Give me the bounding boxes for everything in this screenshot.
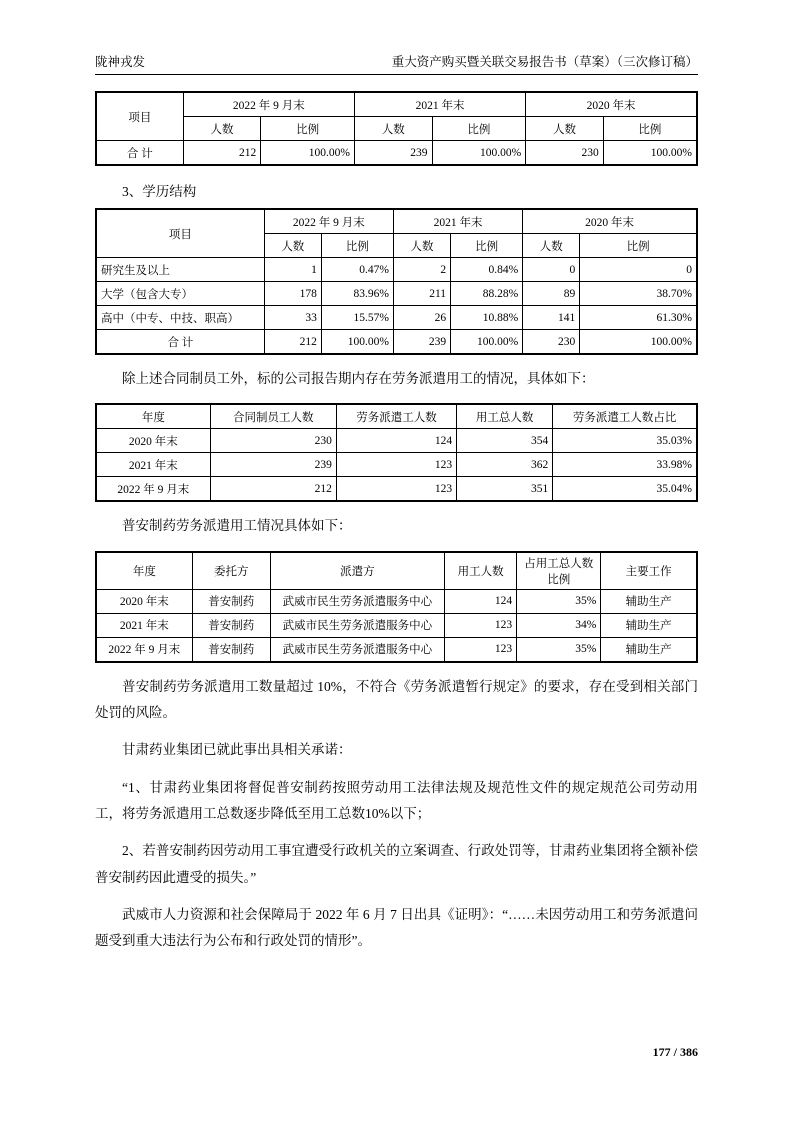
cell-value: 239 — [210, 453, 336, 477]
paragraph-puan-intro: 普安制药劳务派遣用工情况具体如下： — [122, 518, 352, 534]
cell-value: 100.00% — [432, 141, 526, 166]
cell-value: 89 — [523, 282, 580, 306]
th-dispatch-ratio: 劳务派遣工人数占比 — [553, 404, 697, 429]
table-row — [96, 589, 697, 613]
cell-value: 88.28% — [451, 282, 523, 306]
cell-value: 2021 年末 — [96, 613, 192, 637]
th-main-work: 主要工作 — [601, 552, 697, 590]
row-label: 合 计 — [96, 141, 183, 166]
th-period-2021: 2021 年末 — [393, 209, 522, 234]
cell-value: 普安制药 — [192, 589, 270, 613]
cell-value: 武威市民生劳务派遣服务中心 — [270, 589, 444, 613]
cell-value: 0.84% — [451, 258, 523, 282]
row-label: 研究生及以上 — [96, 258, 264, 282]
row-label: 高中（中专、中技、职高） — [96, 306, 264, 330]
cell-value: 武威市民生劳务派遣服务中心 — [270, 637, 444, 662]
table-dispatch-summary-wrapper — [95, 403, 698, 502]
cell-value: 230 — [523, 330, 580, 355]
cell-value: 100.00% — [451, 330, 523, 355]
cell-value: 100.00% — [603, 141, 697, 166]
cell-value: 38.70% — [580, 282, 697, 306]
table-row — [96, 209, 697, 234]
table-row — [96, 453, 697, 477]
cell-value: 1 — [264, 258, 321, 282]
table-row — [96, 404, 697, 429]
cell-value: 124 — [445, 589, 517, 613]
cell-value: 354 — [457, 429, 553, 453]
table-dispatch-summary — [95, 403, 698, 502]
cell-value: 239 — [393, 330, 450, 355]
table-row — [96, 92, 697, 117]
cell-value: 33.98% — [553, 453, 697, 477]
table-row — [96, 637, 697, 662]
th-ratio: 比例 — [432, 117, 526, 141]
th-count: 人数 — [526, 117, 604, 141]
table-row — [96, 330, 697, 355]
cell-value: 0.47% — [321, 258, 393, 282]
th-period-2022: 2022 年 9 月末 — [264, 209, 393, 234]
cell-value: 26 — [393, 306, 450, 330]
cell-value: 230 — [526, 141, 604, 166]
header-document-title: 重大资产购买暨关联交易报告书（草案）（三次修订稿） — [391, 55, 698, 69]
th-total-workers: 用工总人数 — [457, 404, 553, 429]
page-header — [95, 52, 698, 75]
table-row — [96, 429, 697, 453]
cell-value: 123 — [336, 477, 456, 502]
table-row — [96, 117, 697, 141]
paragraph-commitment-2: 2、若普安制药因劳动用工事宜遭受行政机关的立案调查、行政处罚等，甘肃药业集团将全额补偿普安制药因此遭受的损失。” — [95, 843, 698, 885]
row-label: 大学（包含大专） — [96, 282, 264, 306]
cell-value: 普安制药 — [192, 613, 270, 637]
cell-value: 362 — [457, 453, 553, 477]
table-employee-summary — [95, 91, 698, 166]
cell-value: 15.57% — [321, 306, 393, 330]
th-period-2020: 2020 年末 — [526, 92, 697, 117]
th-ratio: 比例 — [451, 234, 523, 258]
cell-value: 100.00% — [580, 330, 697, 355]
table-puan-dispatch-wrapper — [95, 551, 698, 663]
cell-value: 141 — [523, 306, 580, 330]
th-period-2020: 2020 年末 — [523, 209, 697, 234]
th-count: 人数 — [393, 234, 450, 258]
cell-value: 61.30% — [580, 306, 697, 330]
cell-value: 33 — [264, 306, 321, 330]
cell-value: 123 — [445, 637, 517, 662]
cell-value: 212 — [264, 330, 321, 355]
cell-value: 10.88% — [451, 306, 523, 330]
table-row — [96, 552, 697, 590]
cell-value: 2020 年末 — [96, 589, 192, 613]
table-row — [96, 141, 697, 166]
paragraph-dispatch-intro: 除上述合同制员工外，标的公司报告期内存在劳务派遣用工的情况，具体如下： — [122, 371, 595, 386]
table-employee-summary-wrapper — [95, 91, 698, 166]
th-dispatcher: 派遣方 — [270, 552, 444, 590]
cell-value: 普安制药 — [192, 637, 270, 662]
cell-value: 2020 年末 — [96, 429, 210, 453]
cell-value: 83.96% — [321, 282, 393, 306]
table-row — [96, 258, 697, 282]
cell-value: 178 — [264, 282, 321, 306]
cell-value: 辅助生产 — [601, 613, 697, 637]
th-ratio: 比例 — [261, 117, 355, 141]
th-count: 人数 — [183, 117, 261, 141]
cell-value: 123 — [336, 453, 456, 477]
th-ratio: 占用工总人数比例 — [517, 552, 601, 590]
th-count: 人数 — [264, 234, 321, 258]
row-label: 合 计 — [96, 330, 264, 355]
section-heading-education: 3、学历结构 — [122, 184, 197, 199]
cell-value: 351 — [457, 477, 553, 502]
cell-value: 辅助生产 — [601, 589, 697, 613]
cell-value: 239 — [354, 141, 432, 166]
cell-value: 100.00% — [321, 330, 393, 355]
th-client: 委托方 — [192, 552, 270, 590]
table-education-structure — [95, 208, 698, 355]
cell-value: 辅助生产 — [601, 637, 697, 662]
cell-value: 0 — [580, 258, 697, 282]
th-worker-count: 用工人数 — [445, 552, 517, 590]
th-period-2022: 2022 年 9 月末 — [183, 92, 354, 117]
cell-value: 0 — [523, 258, 580, 282]
cell-value: 2022 年 9 月末 — [96, 637, 192, 662]
cell-value: 34% — [517, 613, 601, 637]
cell-value: 212 — [210, 477, 336, 502]
paragraph-commitment-intro: 甘肃药业集团已就此事出具相关承诺： — [122, 742, 352, 758]
paragraph-certificate: 武威市人力资源和社会保障局于 2022 年 6 月 7 日出具《证明》：“……未因劳动用工和劳务派遣问题受到重大违法行为公布和行政处罚的情形”。 — [95, 906, 698, 949]
header-company-name: 陇神戎发 — [95, 55, 146, 69]
th-dispatch-workers: 劳务派遣工人数 — [336, 404, 456, 429]
cell-value: 武威市民生劳务派遣服务中心 — [270, 613, 444, 637]
th-year: 年度 — [96, 404, 210, 429]
paragraph-risk: 普安制药劳务派遣用工数量超过 10%，不符合《劳务派遣暂行规定》的要求，存在受到相关部门处罚的风险。 — [95, 678, 698, 720]
table-puan-dispatch — [95, 551, 698, 663]
table-education-wrapper — [95, 208, 698, 355]
table-row — [96, 613, 697, 637]
cell-value: 35% — [517, 589, 601, 613]
th-ratio: 比例 — [580, 234, 697, 258]
th-item: 项目 — [96, 92, 183, 141]
cell-value: 35.04% — [553, 477, 697, 502]
cell-value: 123 — [445, 613, 517, 637]
th-period-2021: 2021 年末 — [354, 92, 525, 117]
cell-value: 35% — [517, 637, 601, 662]
cell-value: 2022 年 9 月末 — [96, 477, 210, 502]
table-row — [96, 477, 697, 502]
th-ratio: 比例 — [603, 117, 697, 141]
cell-value: 211 — [393, 282, 450, 306]
cell-value: 2 — [393, 258, 450, 282]
cell-value: 212 — [183, 141, 261, 166]
th-ratio: 比例 — [321, 234, 393, 258]
cell-value: 35.03% — [553, 429, 697, 453]
cell-value: 100.00% — [261, 141, 355, 166]
th-contract-employees: 合同制员工人数 — [210, 404, 336, 429]
th-year: 年度 — [96, 552, 192, 590]
cell-value: 124 — [336, 429, 456, 453]
th-count: 人数 — [354, 117, 432, 141]
th-item: 项目 — [96, 209, 264, 258]
cell-value: 230 — [210, 429, 336, 453]
page-number: 177 / 386 — [652, 1045, 698, 1059]
cell-value: 2021 年末 — [96, 453, 210, 477]
paragraph-commitment-1: “1、甘肃药业集团将督促普安制药按照劳动用工法律法规及规范性文件的规定规范公司劳动用工，将劳务派遣用工总数逐步降低至用工总数10%以下； — [95, 779, 698, 821]
table-row — [96, 282, 697, 306]
th-count: 人数 — [523, 234, 580, 258]
table-row — [96, 306, 697, 330]
